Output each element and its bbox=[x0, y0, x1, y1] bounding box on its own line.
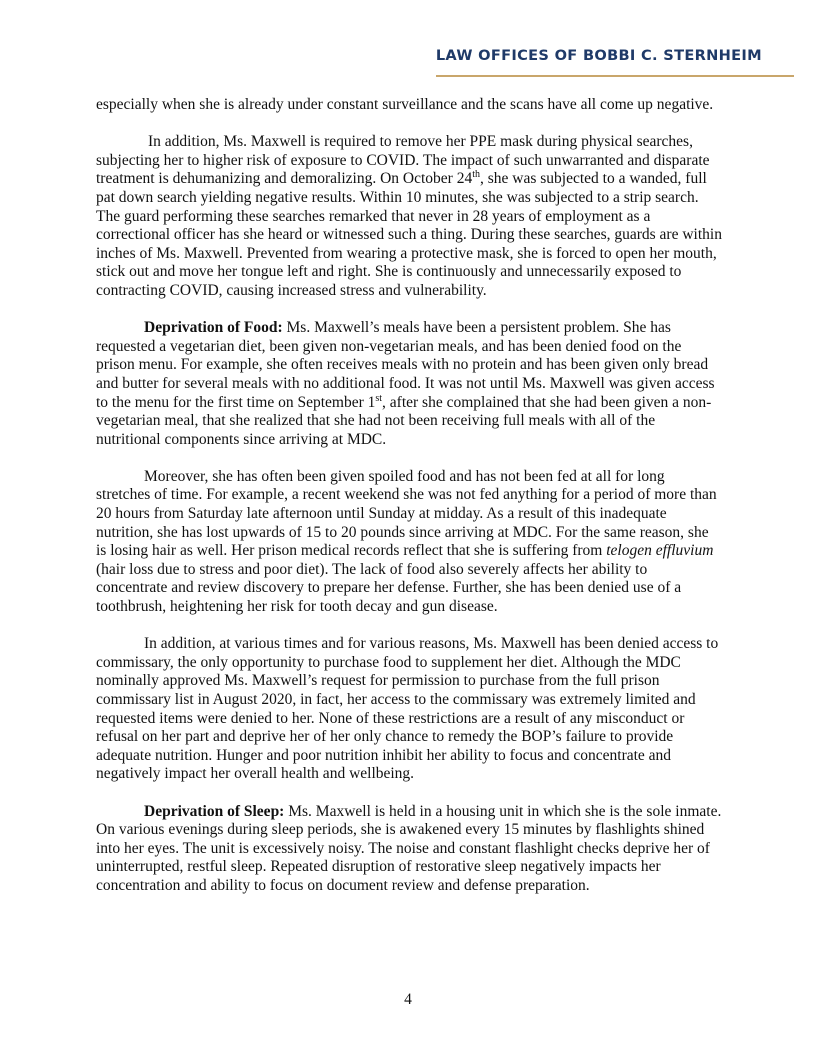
paragraph-deprivation-of-sleep bbox=[96, 803, 722, 896]
ordinal-suffix: th bbox=[472, 169, 480, 181]
paragraph-ppe-mask bbox=[96, 133, 722, 300]
paragraph-spoiled-food bbox=[96, 468, 722, 617]
paragraph-continuation bbox=[96, 96, 722, 115]
section-heading-food: Deprivation of Food: bbox=[144, 319, 283, 337]
italic-term: telogen effluvium bbox=[606, 542, 714, 560]
paragraph-text: , she was subjected to a wanded, full pat down search yielding negative results. Within 10 minutes, she was subjected to a strip search. The guard performing these searches remarked that never in 28 years of employment as a correctional officer has she heard or witnessed such a thing. During these searches, guards are within inches of Ms. Maxwell. Prevented from wearing a protective mask, she is forced to open her mouth, stick out and move her tongue left and right. She is continuously and unnecessarily exposed to contracting COVID, causing increased stress and vulnerability. bbox=[96, 170, 722, 299]
paragraph-text: especially when she is already under constant surveillance and the scans have all come up negative. bbox=[96, 96, 714, 113]
paragraph-text: , after she complained that she had been given a non-vegetarian meal, that she realized that she had not been receiving full meals with all of the nutritional components since arriving at MDC. bbox=[96, 393, 712, 448]
ordinal-suffix: st bbox=[375, 392, 383, 404]
document-body bbox=[96, 96, 722, 914]
paragraph-text: Ms. Maxwell is held in a housing unit in which she is the sole inmate. On various evenings during sleep periods, she is awakened every 15 minutes by flashlights shined into her eyes. The unit is excessively noisy. The noise and constant flashlight checks deprive her of uninterrupted, restful sleep. Repeated disruption of restorative sleep negatively impacts her concentration and ability to focus on document review and defense preparation. bbox=[96, 802, 722, 894]
paragraph-text: (hair loss due to stress and poor diet). The lack of food also severely affects her ability to concentrate and review discovery to prepare her defense. Further, she has been denied use of a toothbrush, heightening her risk for tooth decay and gun disease. bbox=[96, 560, 682, 616]
page-number: 4 bbox=[404, 991, 412, 1008]
paragraph-text: In addition, Ms. Maxwell is required to remove her PPE mask during physical searches, subjecting her to higher risk of exposure to COVID. The impact of such unwarranted and disparate treatment is dehumanizing and demoralizing. On October 24 bbox=[96, 133, 710, 188]
paragraph-text: Moreover, she has often been given spoiled food and has not been fed at all for long stretches of time. For example, a recent weekend she was not fed anything for a period of more than 20 hours from Saturday late afternoon until Sunday at midday. As a result of this inadequate nutrition, she has lost upwards of 15 to 20 pounds since arriving at MDC. For the same reason, she is losing hair as well. Her prison medical records reflect that she is suffering from bbox=[96, 467, 717, 560]
firm-name: LAW OFFICES OF BOBBI C. STERNHEIM bbox=[435, 47, 762, 64]
paragraph-commissary bbox=[96, 635, 722, 784]
letterhead bbox=[436, 47, 794, 77]
section-heading-sleep: Deprivation of Sleep: bbox=[144, 802, 285, 820]
paragraph-text: Ms. Maxwell’s meals have been a persistent problem. She has requested a vegetarian diet, been given non-vegetarian meals, and has been denied food on the prison menu. For example, she often receives meals with no protein and has been given only bread and butter for several meals with no additional food. It was not until Ms. Maxwell was given access to the menu for the first time on September 1 bbox=[96, 319, 715, 411]
paragraph-text: In addition, at various times and for various reasons, Ms. Maxwell has been denied access to commissary, the only opportunity to purchase food to supplement her diet. Although the MDC nominally approved Ms. Maxwell’s request for permission to purchase from the full prison commissary list in August 2020, in fact, her access to the commissary was extremely limited and requested items were denied to her. None of these restrictions are a result of any misconduct or refusal on her part and deprive her of her only chance to remedy the BOP’s failure to provide adequate nutrition. Hunger and poor nutrition inhibit her ability to focus and concentrate and negatively impact her overall health and wellbeing. bbox=[96, 635, 719, 783]
paragraph-deprivation-of-food bbox=[96, 319, 722, 449]
